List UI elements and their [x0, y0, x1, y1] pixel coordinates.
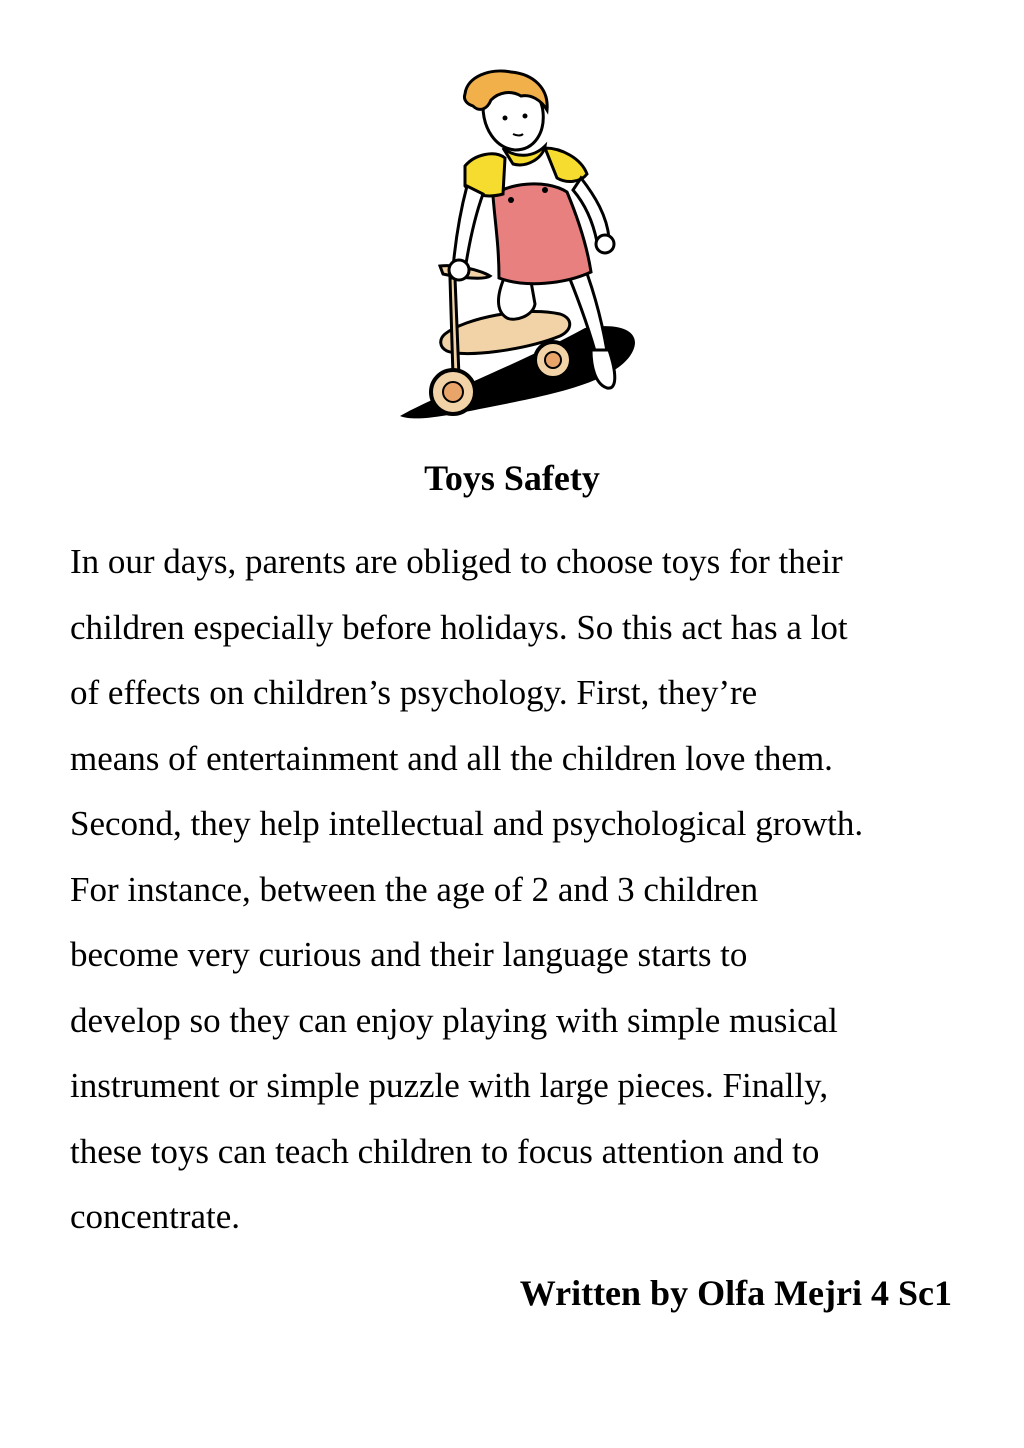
- body-line: these toys can teach children to focus attention and to: [70, 1131, 820, 1171]
- child-left-arm: [453, 186, 483, 270]
- body-line: children especially before holidays. So this act has a lot: [70, 607, 848, 647]
- author-signature: Written by Olfa Mejri 4 Sc1: [519, 1273, 952, 1313]
- scooter-post: [450, 278, 459, 376]
- child-overalls: [493, 184, 591, 284]
- child-shoe: [591, 350, 615, 388]
- body-line: For instance, between the age of 2 and 3 children: [70, 869, 759, 909]
- body-line: become very curious and their language starts to: [70, 935, 748, 974]
- body-line: develop so they can enjoy playing with simple musical: [70, 1000, 838, 1040]
- body-line: instrument or simple puzzle with large pieces. Finally,: [70, 1066, 829, 1105]
- body-line: In our days, parents are obliged to choose toys for their: [70, 542, 843, 581]
- body-line: of effects on children’s psychology. First, they’re: [70, 673, 758, 712]
- document-title: Toys Safety: [424, 458, 600, 498]
- body-line: concentrate.: [70, 1197, 241, 1236]
- child-on-scooter-illustration: [395, 66, 649, 426]
- body-line: means of entertainment and all the children love them.: [70, 738, 833, 778]
- body-paragraph: [70, 529, 970, 1250]
- body-line: Second, they help intellectual and psychological growth.: [70, 804, 864, 843]
- child-on-scooter-icon: [395, 66, 649, 426]
